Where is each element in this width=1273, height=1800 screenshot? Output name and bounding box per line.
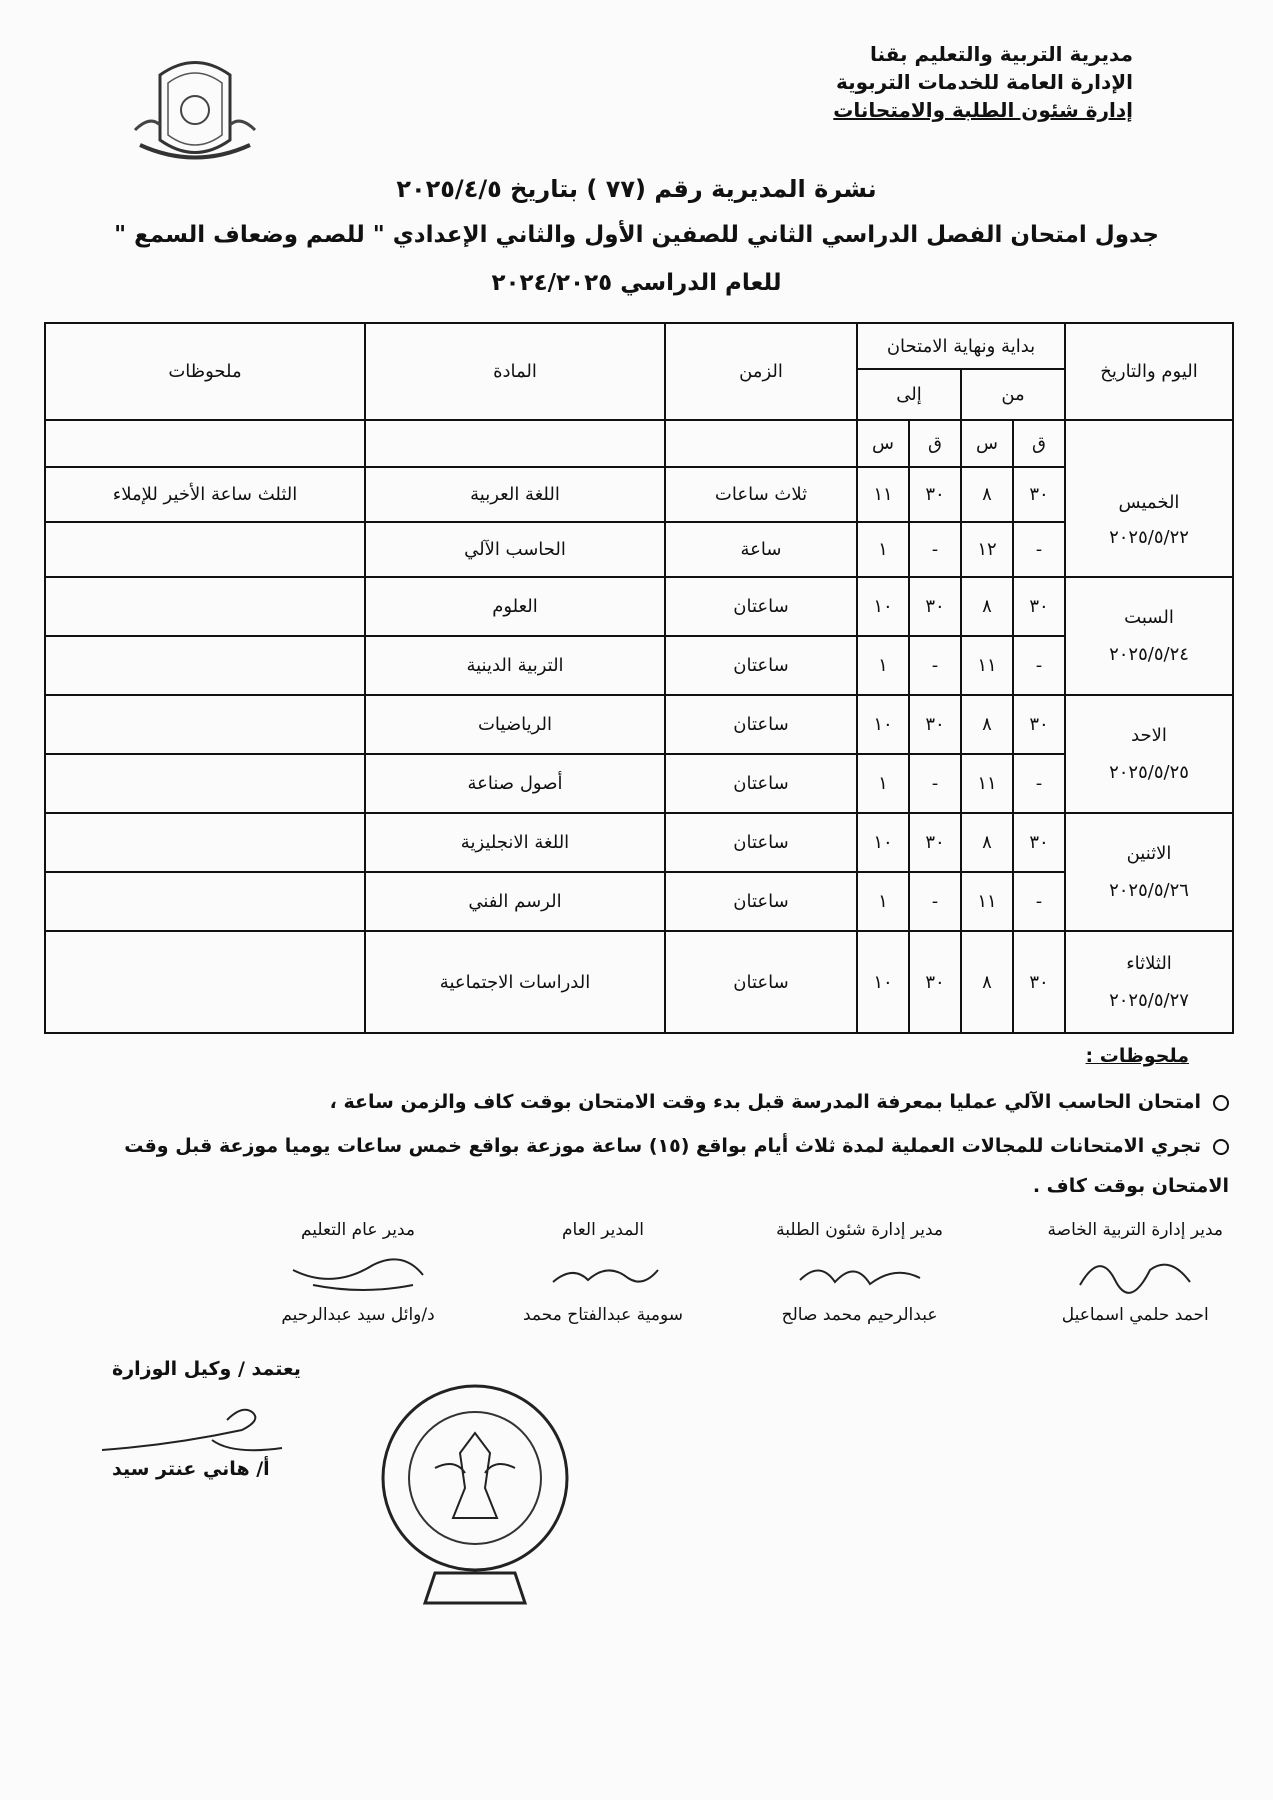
- day-date: ٢٠٢٥/٥/٢٦: [1109, 880, 1189, 902]
- note-item: [44, 1082, 1229, 1122]
- from-minutes: ٣٠: [1013, 695, 1065, 754]
- duration-cell: ساعة: [665, 522, 857, 577]
- note-cell: [45, 522, 365, 577]
- to-minutes: ٣٠: [909, 813, 961, 872]
- from-hour: ١١: [961, 872, 1013, 931]
- to-minutes: -: [909, 754, 961, 813]
- duration-cell: ساعتان: [665, 931, 857, 1033]
- official-stamp: [375, 1378, 575, 1618]
- signatory-name: احمد حلمي اسماعيل: [1061, 1305, 1209, 1325]
- from-minutes: -: [1013, 636, 1065, 695]
- signature-block: [1048, 1220, 1223, 1325]
- header-time-range: بداية ونهاية الامتحان: [857, 323, 1065, 369]
- day-cell: [1065, 577, 1233, 695]
- day-cell: [1065, 695, 1233, 813]
- handwritten-signature-icon: [528, 1240, 678, 1300]
- empty-cell: [45, 420, 365, 466]
- signatory-title: مدير عام التعليم: [300, 1220, 416, 1240]
- empty-cell: [365, 420, 665, 466]
- from-hour: ٨: [961, 931, 1013, 1033]
- signatory-title: المدير العام: [562, 1220, 644, 1240]
- header-to: إلى: [857, 369, 961, 420]
- from-hour: ٨: [961, 695, 1013, 754]
- signatory-title: مدير إدارة التربية الخاصة: [1047, 1220, 1223, 1240]
- header-s: س: [961, 420, 1013, 466]
- approver-name: أ/ هاني عنتر سيد: [112, 1458, 270, 1480]
- to-minutes: ٣٠: [909, 577, 961, 636]
- academic-year: للعام الدراسي ٢٠٢٤/٢٠٢٥: [491, 270, 782, 296]
- to-hour: ١٠: [857, 931, 909, 1033]
- from-minutes: ٣٠: [1013, 813, 1065, 872]
- subject-cell: أصول صناعة: [365, 754, 665, 813]
- note-cell: [45, 577, 365, 636]
- subject-cell: اللغة الانجليزية: [365, 813, 665, 872]
- duration-cell: ثلاث ساعات: [665, 467, 857, 522]
- to-hour: ١١: [857, 467, 909, 522]
- day-date: ٢٠٢٥/٥/٢٧: [1109, 990, 1189, 1012]
- subject-cell: التربية الدينية: [365, 636, 665, 695]
- to-minutes: -: [909, 636, 961, 695]
- note-cell: [45, 695, 365, 754]
- bulletin-line: نشرة المديرية رقم (٧٧ ) بتاريخ ٢٠٢٥/٤/٥: [396, 175, 877, 203]
- dept-line-1: مديرية التربية والتعليم بقنا: [869, 42, 1133, 66]
- to-hour: ١٠: [857, 577, 909, 636]
- from-hour: ٨: [961, 467, 1013, 522]
- from-hour: ٨: [961, 577, 1013, 636]
- exam-schedule-table: [44, 322, 1234, 1034]
- to-hour: ١: [857, 522, 909, 577]
- to-minutes: ٣٠: [909, 695, 961, 754]
- day-name: الخميس: [1118, 492, 1180, 514]
- from-hour: ١١: [961, 754, 1013, 813]
- to-hour: ١٠: [857, 813, 909, 872]
- handwritten-signature-icon: [273, 1240, 443, 1300]
- dept-line-2: الإدارة العامة للخدمات التربوية: [835, 70, 1133, 94]
- header-duration: الزمن: [665, 323, 857, 420]
- day-date: ٢٠٢٥/٥/٢٤: [1109, 643, 1189, 665]
- to-hour: ١: [857, 636, 909, 695]
- subject-cell: الرسم الفني: [365, 872, 665, 931]
- day-name: الثلاثاء: [1126, 953, 1172, 975]
- signature-block: [273, 1220, 443, 1325]
- note-cell: [45, 931, 365, 1033]
- from-hour: ١١: [961, 636, 1013, 695]
- day-name: السبت: [1124, 606, 1174, 628]
- day-name: الاحد: [1131, 725, 1167, 747]
- note-text: امتحان الحاسب الآلي عمليا بمعرفة المدرسة قبل بدء وقت الامتحان بوقت كاف والزمن ساعة ،: [329, 1091, 1201, 1113]
- day-name: الاثنين: [1126, 843, 1172, 865]
- header-q: ق: [909, 420, 961, 466]
- note-cell: [45, 754, 365, 813]
- header-notes: ملحوظات: [45, 323, 365, 420]
- day-cell: [1065, 931, 1233, 1033]
- to-hour: ١: [857, 872, 909, 931]
- duration-cell: ساعتان: [665, 695, 857, 754]
- from-minutes: -: [1013, 754, 1065, 813]
- empty-cell: [665, 420, 857, 466]
- day-cell: [1065, 813, 1233, 931]
- to-minutes: ٣٠: [909, 467, 961, 522]
- from-minutes: ٣٠: [1013, 931, 1065, 1033]
- subject-cell: اللغة العربية: [365, 467, 665, 522]
- duration-cell: ساعتان: [665, 577, 857, 636]
- duration-cell: ساعتان: [665, 636, 857, 695]
- note-cell: الثلث ساعة الأخير للإملاء: [45, 467, 365, 522]
- notes-heading: ملحوظات :: [1085, 1045, 1189, 1067]
- from-hour: ١٢: [961, 522, 1013, 577]
- signatory-title: مدير إدارة شئون الطلبة: [776, 1220, 943, 1240]
- duration-cell: ساعتان: [665, 872, 857, 931]
- directorate-logo: [120, 45, 270, 170]
- subject-cell: الحاسب الآلي: [365, 522, 665, 577]
- handwritten-signature-icon: [1060, 1240, 1210, 1300]
- from-minutes: -: [1013, 872, 1065, 931]
- handwritten-signature-icon: [785, 1240, 935, 1300]
- day-date: ٢٠٢٥/٥/٢٢: [1109, 527, 1189, 549]
- signatory-name: عبدالرحيم محمد صالح: [781, 1305, 938, 1325]
- from-minutes: ٣٠: [1013, 577, 1065, 636]
- duration-cell: ساعتان: [665, 813, 857, 872]
- to-minutes: ٣٠: [909, 931, 961, 1033]
- day-cell: [1065, 420, 1233, 576]
- to-hour: ١٠: [857, 695, 909, 754]
- note-item: [44, 1126, 1229, 1206]
- subject-cell: العلوم: [365, 577, 665, 636]
- header-q: ق: [1013, 420, 1065, 466]
- signatory-name: سومية عبدالفتاح محمد: [523, 1305, 683, 1325]
- to-hour: ١: [857, 754, 909, 813]
- bullet-icon: [1213, 1139, 1229, 1155]
- from-minutes: -: [1013, 522, 1065, 577]
- bullet-icon: [1213, 1095, 1229, 1111]
- note-cell: [45, 872, 365, 931]
- to-minutes: -: [909, 872, 961, 931]
- signature-block: [776, 1220, 943, 1325]
- duration-cell: ساعتان: [665, 754, 857, 813]
- header-s: س: [857, 420, 909, 466]
- note-cell: [45, 813, 365, 872]
- header-subject: المادة: [365, 323, 665, 420]
- from-minutes: ٣٠: [1013, 467, 1065, 522]
- document-title: جدول امتحان الفصل الدراسي الثاني للصفين الأول والثاني الإعدادي " للصم وضعاف السمع ": [114, 222, 1159, 248]
- header-from: من: [961, 369, 1065, 420]
- day-date: ٢٠٢٥/٥/٢٥: [1109, 762, 1189, 784]
- approval-label: يعتمد / وكيل الوزارة: [112, 1358, 301, 1380]
- note-cell: [45, 636, 365, 695]
- subject-cell: الرياضيات: [365, 695, 665, 754]
- department-header: [793, 40, 1133, 124]
- note-text: تجري الامتحانات للمجالات العملية لمدة ثلاث أيام بواقع (١٥) ساعة موزعة بواقع خمس ساعات يوميا موزعة قبل وقت الامتحان بوقت كاف .: [124, 1135, 1229, 1197]
- to-minutes: -: [909, 522, 961, 577]
- from-hour: ٨: [961, 813, 1013, 872]
- signature-block: [523, 1220, 683, 1325]
- header-day-date: اليوم والتاريخ: [1065, 323, 1233, 420]
- dept-line-3: إدارة شئون الطلبة والامتحانات: [833, 98, 1133, 122]
- subject-cell: الدراسات الاجتماعية: [365, 931, 665, 1033]
- signatory-name: د/وائل سيد عبدالرحيم: [281, 1305, 435, 1325]
